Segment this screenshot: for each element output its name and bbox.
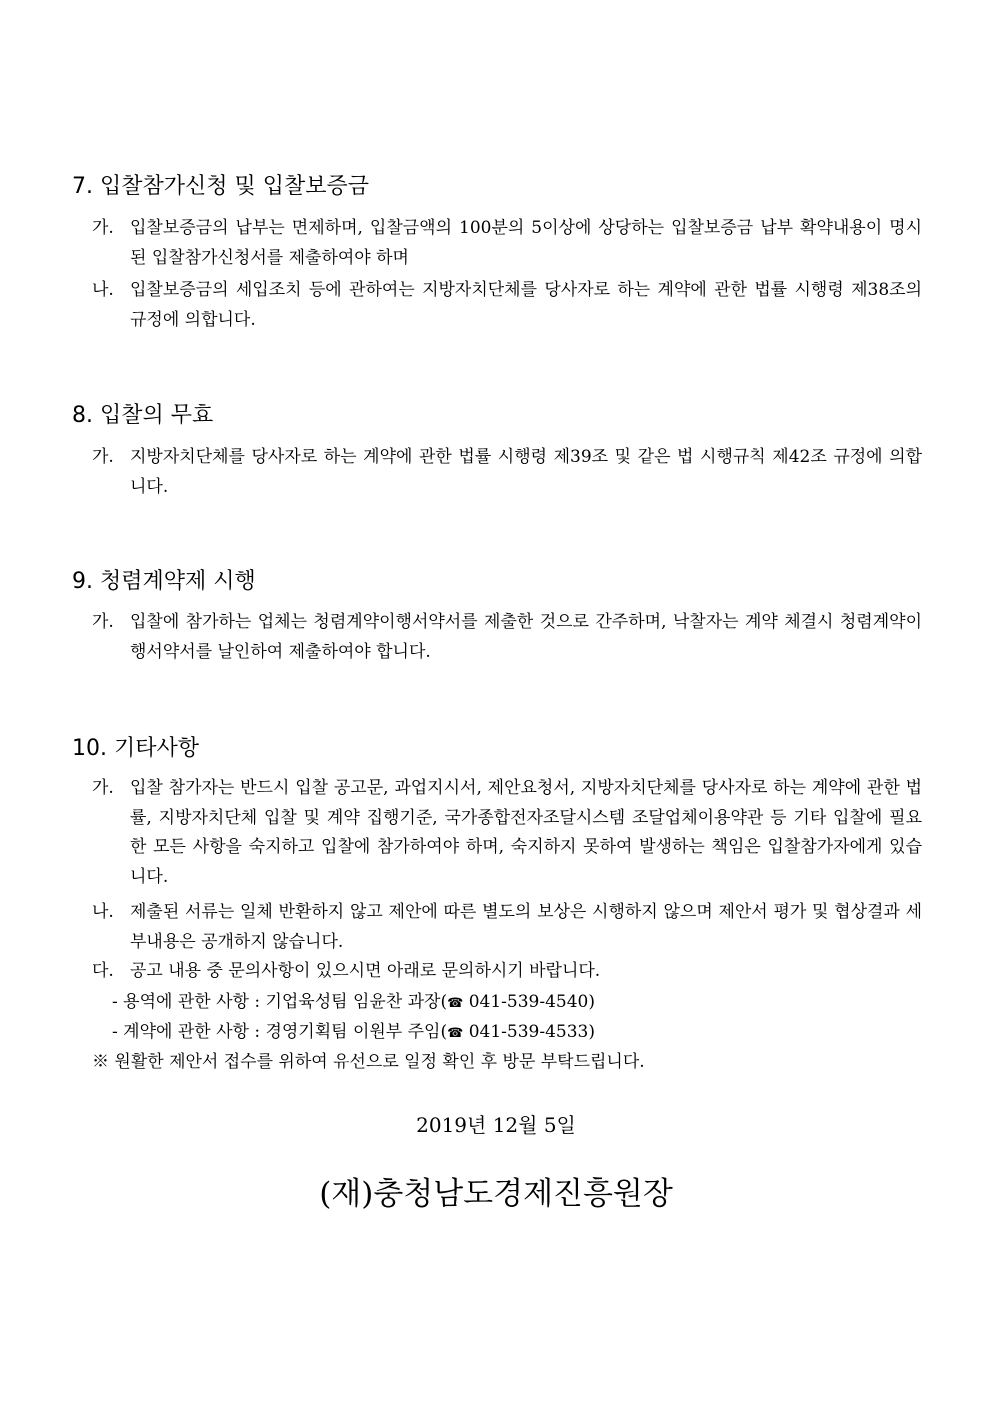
item-text: 공고 내용 중 문의사항이 있으시면 아래로 문의하시기 바랍니다. [130, 961, 601, 981]
section-9-title: 9. 청렴계약제 시행 [72, 569, 256, 594]
contact-label: - 계약에 관한 사항 : 경영기획팀 이원부 주임( [112, 1022, 448, 1042]
item-marker: 나. [92, 280, 114, 300]
item-text: 제출된 서류는 일체 반환하지 않고 제안에 따른 별도의 보상은 시행하지 않으며 제안서 평가 및 협상결과 세부내용은 공개하지 않습니다. [130, 902, 922, 952]
contact-contract [112, 1018, 595, 1049]
contact-phone: 041-539-4540 [468, 992, 589, 1012]
document-date: 2019년 12월 5일 [416, 1113, 576, 1137]
contact-service [112, 988, 595, 1019]
item-text: 입찰 참가자는 반드시 입찰 공고문, 과업지시서, 제안요청서, 지방자치단체를 당사자로 하는 계약에 관한 법률, 지방자치단체 입찰 및 계약 집행기준, 국가종합전자조달시스템 조달업체이용약관 등 기타 입찰에 필요한 모든 사항을 숙지하고 입찰에 참가하여야 하며, 숙지하지 못하여 발생하는 책임은 입찰참가자에게 있습니다. [130, 778, 922, 887]
section-10-title: 10. 기타사항 [72, 736, 199, 761]
item-text: 지방자치단체를 당사자로 하는 계약에 관한 법률 시행령 제39조 및 같은 법 시행규칙 제42조 규정에 의합니다. [130, 447, 922, 497]
contact-close: ) [588, 1022, 596, 1042]
contact-close: ) [588, 992, 596, 1012]
section-7-item-ga [92, 214, 922, 273]
contact-label: - 용역에 관한 사항 : 기업육성팀 임윤찬 과장( [112, 992, 448, 1012]
section-7-title: 7. 입찰참가신청 및 입찰보증금 [72, 174, 369, 199]
section-7-item-na [92, 276, 922, 335]
item-marker: 다. [92, 961, 114, 981]
organization-signature: (재)충청남도경제진흥원장 [319, 1176, 673, 1212]
item-marker: 가. [92, 218, 114, 238]
item-marker: 가. [92, 778, 114, 798]
item-text: 입찰보증금의 납부는 면제하며, 입찰금액의 100분의 5이상에 상당하는 입찰보증금 납부 확약내용이 명시된 입찰참가신청서를 제출하여야 하며 [130, 218, 922, 268]
telephone-icon: ☎ [447, 1026, 464, 1041]
item-text: 입찰에 참가하는 업체는 청렴계약이행서약서를 제출한 것으로 간주하며, 낙찰자는 계약 체결시 청렴계약이행서약서를 날인하여 제출하여야 합니다. [130, 612, 922, 662]
item-marker: 나. [92, 902, 114, 922]
item-marker: 가. [92, 447, 114, 467]
section-10-item-da [92, 957, 922, 987]
section-10-item-ga [92, 774, 922, 892]
section-8-title: 8. 입찰의 무효 [72, 403, 214, 428]
item-marker: 가. [92, 612, 114, 632]
visit-note: ※ 원활한 제안서 접수를 위하여 유선으로 일정 확인 후 방문 부탁드립니다. [92, 1052, 645, 1072]
contact-phone: 041-539-4533 [468, 1022, 589, 1042]
section-8-item-ga [92, 443, 922, 502]
section-10-item-na [92, 898, 922, 957]
telephone-icon: ☎ [447, 996, 464, 1011]
item-text: 입찰보증금의 세입조치 등에 관하여는 지방자치단체를 당사자로 하는 계약에 관한 법률 시행령 제38조의 규정에 의합니다. [130, 280, 922, 330]
section-9-item-ga [92, 608, 922, 667]
